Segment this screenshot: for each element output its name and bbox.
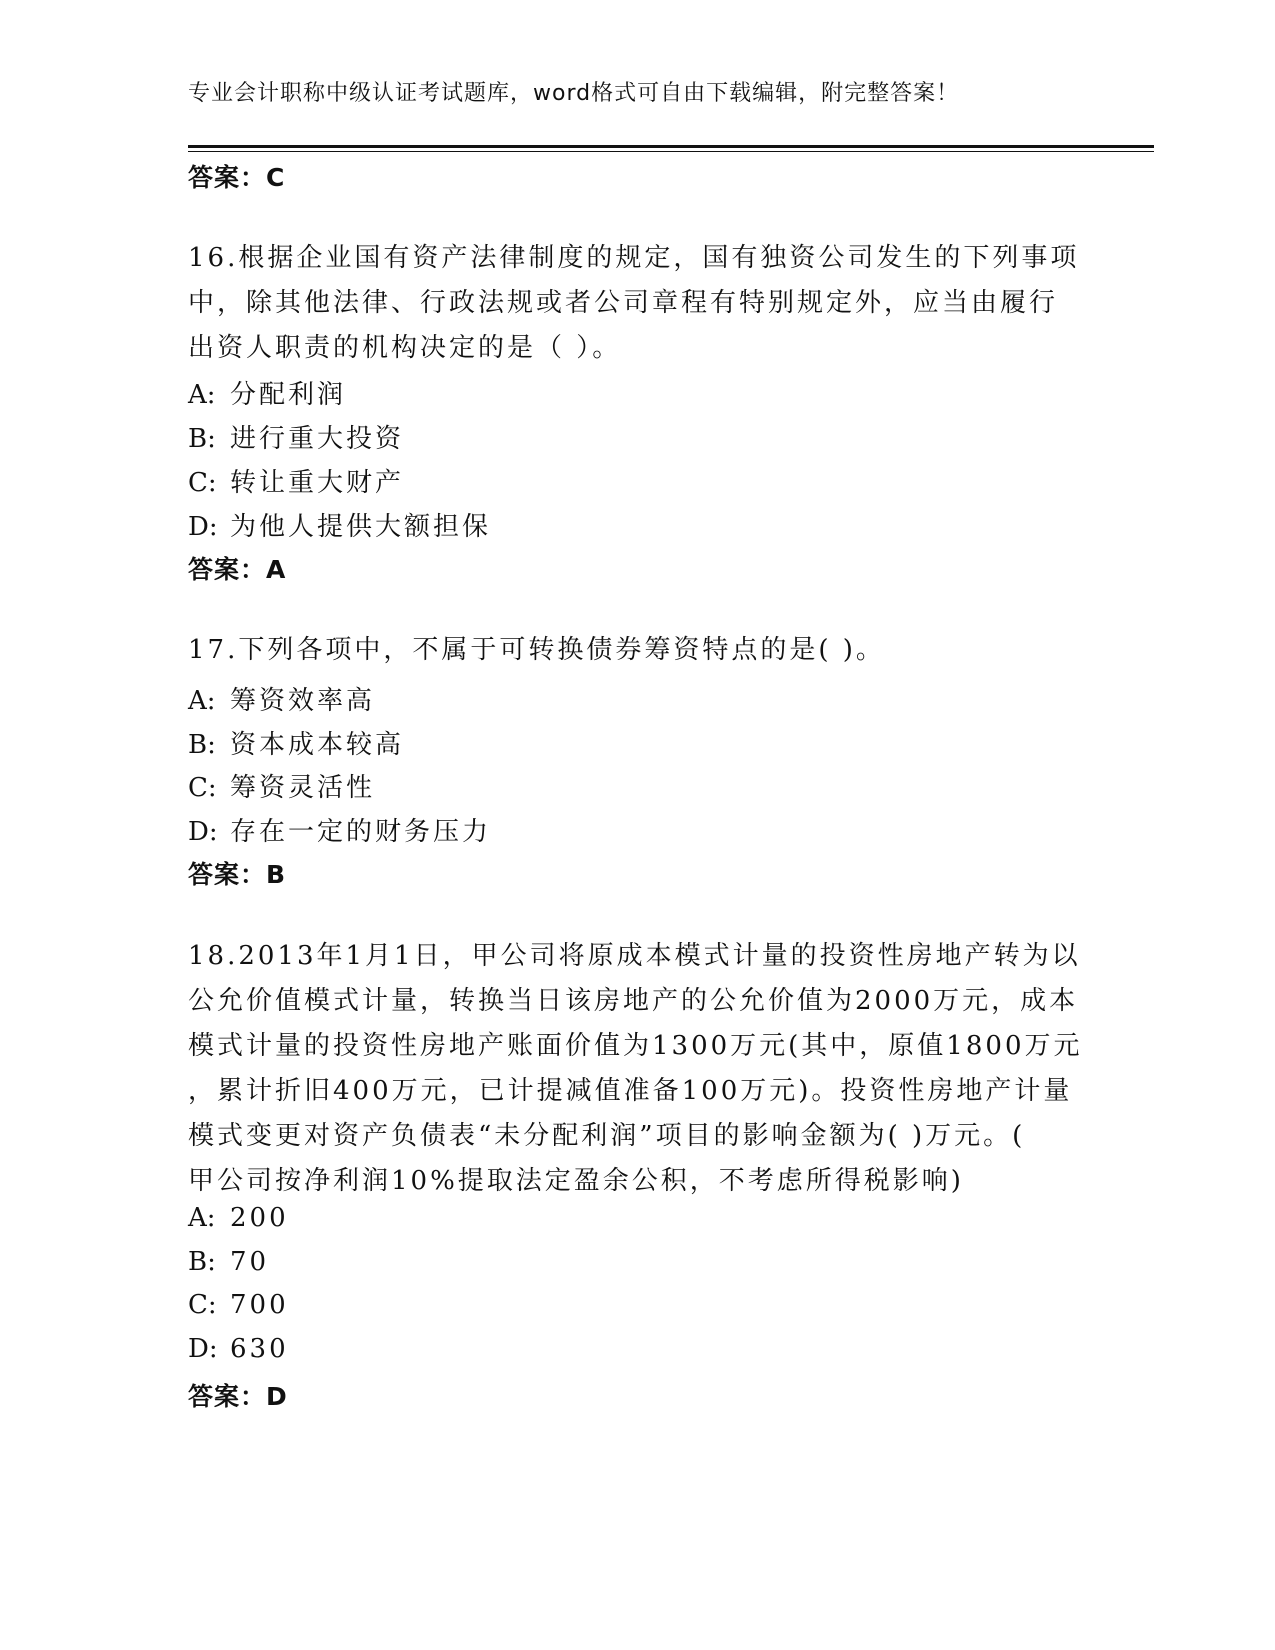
- option-d: [188, 811, 491, 848]
- header-divider-thin: [188, 151, 1154, 152]
- option-c: [188, 462, 404, 499]
- option-key: A:: [188, 380, 216, 410]
- option-a: [188, 374, 346, 411]
- option-text: 630: [230, 1334, 289, 1364]
- page-header: 专业会计职称中级认证考试题库，word格式可自由下载编辑，附完整答案！: [188, 81, 960, 106]
- answer-15: 答案：C: [188, 163, 286, 192]
- option-text: 筹资灵活性: [230, 773, 376, 803]
- question-text-line: 甲公司按净利润10%提取法定盈余公积，不考虑所得税影响): [188, 1166, 964, 1196]
- question-text-line: 中，除其他法律、行政法规或者公司章程有特别规定外，应当由履行: [188, 288, 1059, 318]
- option-b: [188, 1247, 269, 1277]
- answer-18: 答案：D: [188, 1382, 288, 1411]
- option-text: 进行重大投资: [230, 424, 405, 454]
- option-c: [188, 767, 375, 804]
- question-text-line: 模式计量的投资性房地产账面价值为1300万元(其中，原值1800万元: [188, 1031, 1083, 1061]
- option-text: 筹资效率高: [230, 686, 376, 716]
- answer-17: 答案：B: [188, 860, 287, 889]
- option-a: [188, 680, 375, 717]
- option-key: A:: [188, 1203, 216, 1233]
- option-text: 70: [230, 1247, 270, 1277]
- option-text: 转让重大财产: [230, 468, 405, 498]
- question-text-line: 18.2013年1月1日，甲公司将原成本模式计量的投资性房地产转为以: [188, 941, 1081, 971]
- option-key: C:: [188, 468, 217, 498]
- question-text-line: 出资人职责的机构决定的是（ ）。: [188, 333, 622, 363]
- option-d: [188, 1334, 289, 1364]
- question-text-line: ，累计折旧400万元，已计提减值准备100万元)。投资性房地产计量: [188, 1076, 1073, 1106]
- option-text: 资本成本较高: [230, 730, 405, 760]
- question-17: [188, 628, 1088, 673]
- option-key: C:: [188, 1290, 217, 1320]
- answer-16: 答案：A: [188, 555, 287, 584]
- option-c: [188, 1290, 289, 1320]
- option-text: 700: [230, 1290, 289, 1320]
- option-text: 200: [230, 1203, 289, 1233]
- option-b: [188, 724, 404, 761]
- option-a: [188, 1203, 289, 1233]
- option-text: 存在一定的财务压力: [230, 817, 492, 847]
- option-key: D:: [188, 1334, 218, 1364]
- question-text-line: 模式变更对资产负债表“未分配利润”项目的影响金额为( )万元。(: [188, 1121, 1026, 1151]
- question-16: [188, 236, 1088, 371]
- option-key: C:: [188, 773, 217, 803]
- option-b: [188, 418, 404, 455]
- option-key: B:: [188, 424, 216, 454]
- option-key: B:: [188, 1247, 216, 1277]
- question-text-line: 公允价值模式计量，转换当日该房地产的公允价值为2000万元，成本: [188, 986, 1079, 1016]
- question-text-line: 17.下列各项中，不属于可转换债券筹资特点的是( )。: [188, 635, 885, 665]
- option-text: 分配利润: [230, 380, 347, 410]
- option-key: D:: [188, 512, 218, 542]
- header-divider: [188, 145, 1154, 148]
- question-18: [188, 934, 1088, 1204]
- option-d: [188, 506, 491, 543]
- option-key: D:: [188, 817, 218, 847]
- option-key: A:: [188, 686, 216, 716]
- question-text-line: 16.根据企业国有资产法律制度的规定，国有独资公司发生的下列事项: [188, 243, 1080, 273]
- option-text: 为他人提供大额担保: [230, 512, 492, 542]
- option-key: B:: [188, 730, 216, 760]
